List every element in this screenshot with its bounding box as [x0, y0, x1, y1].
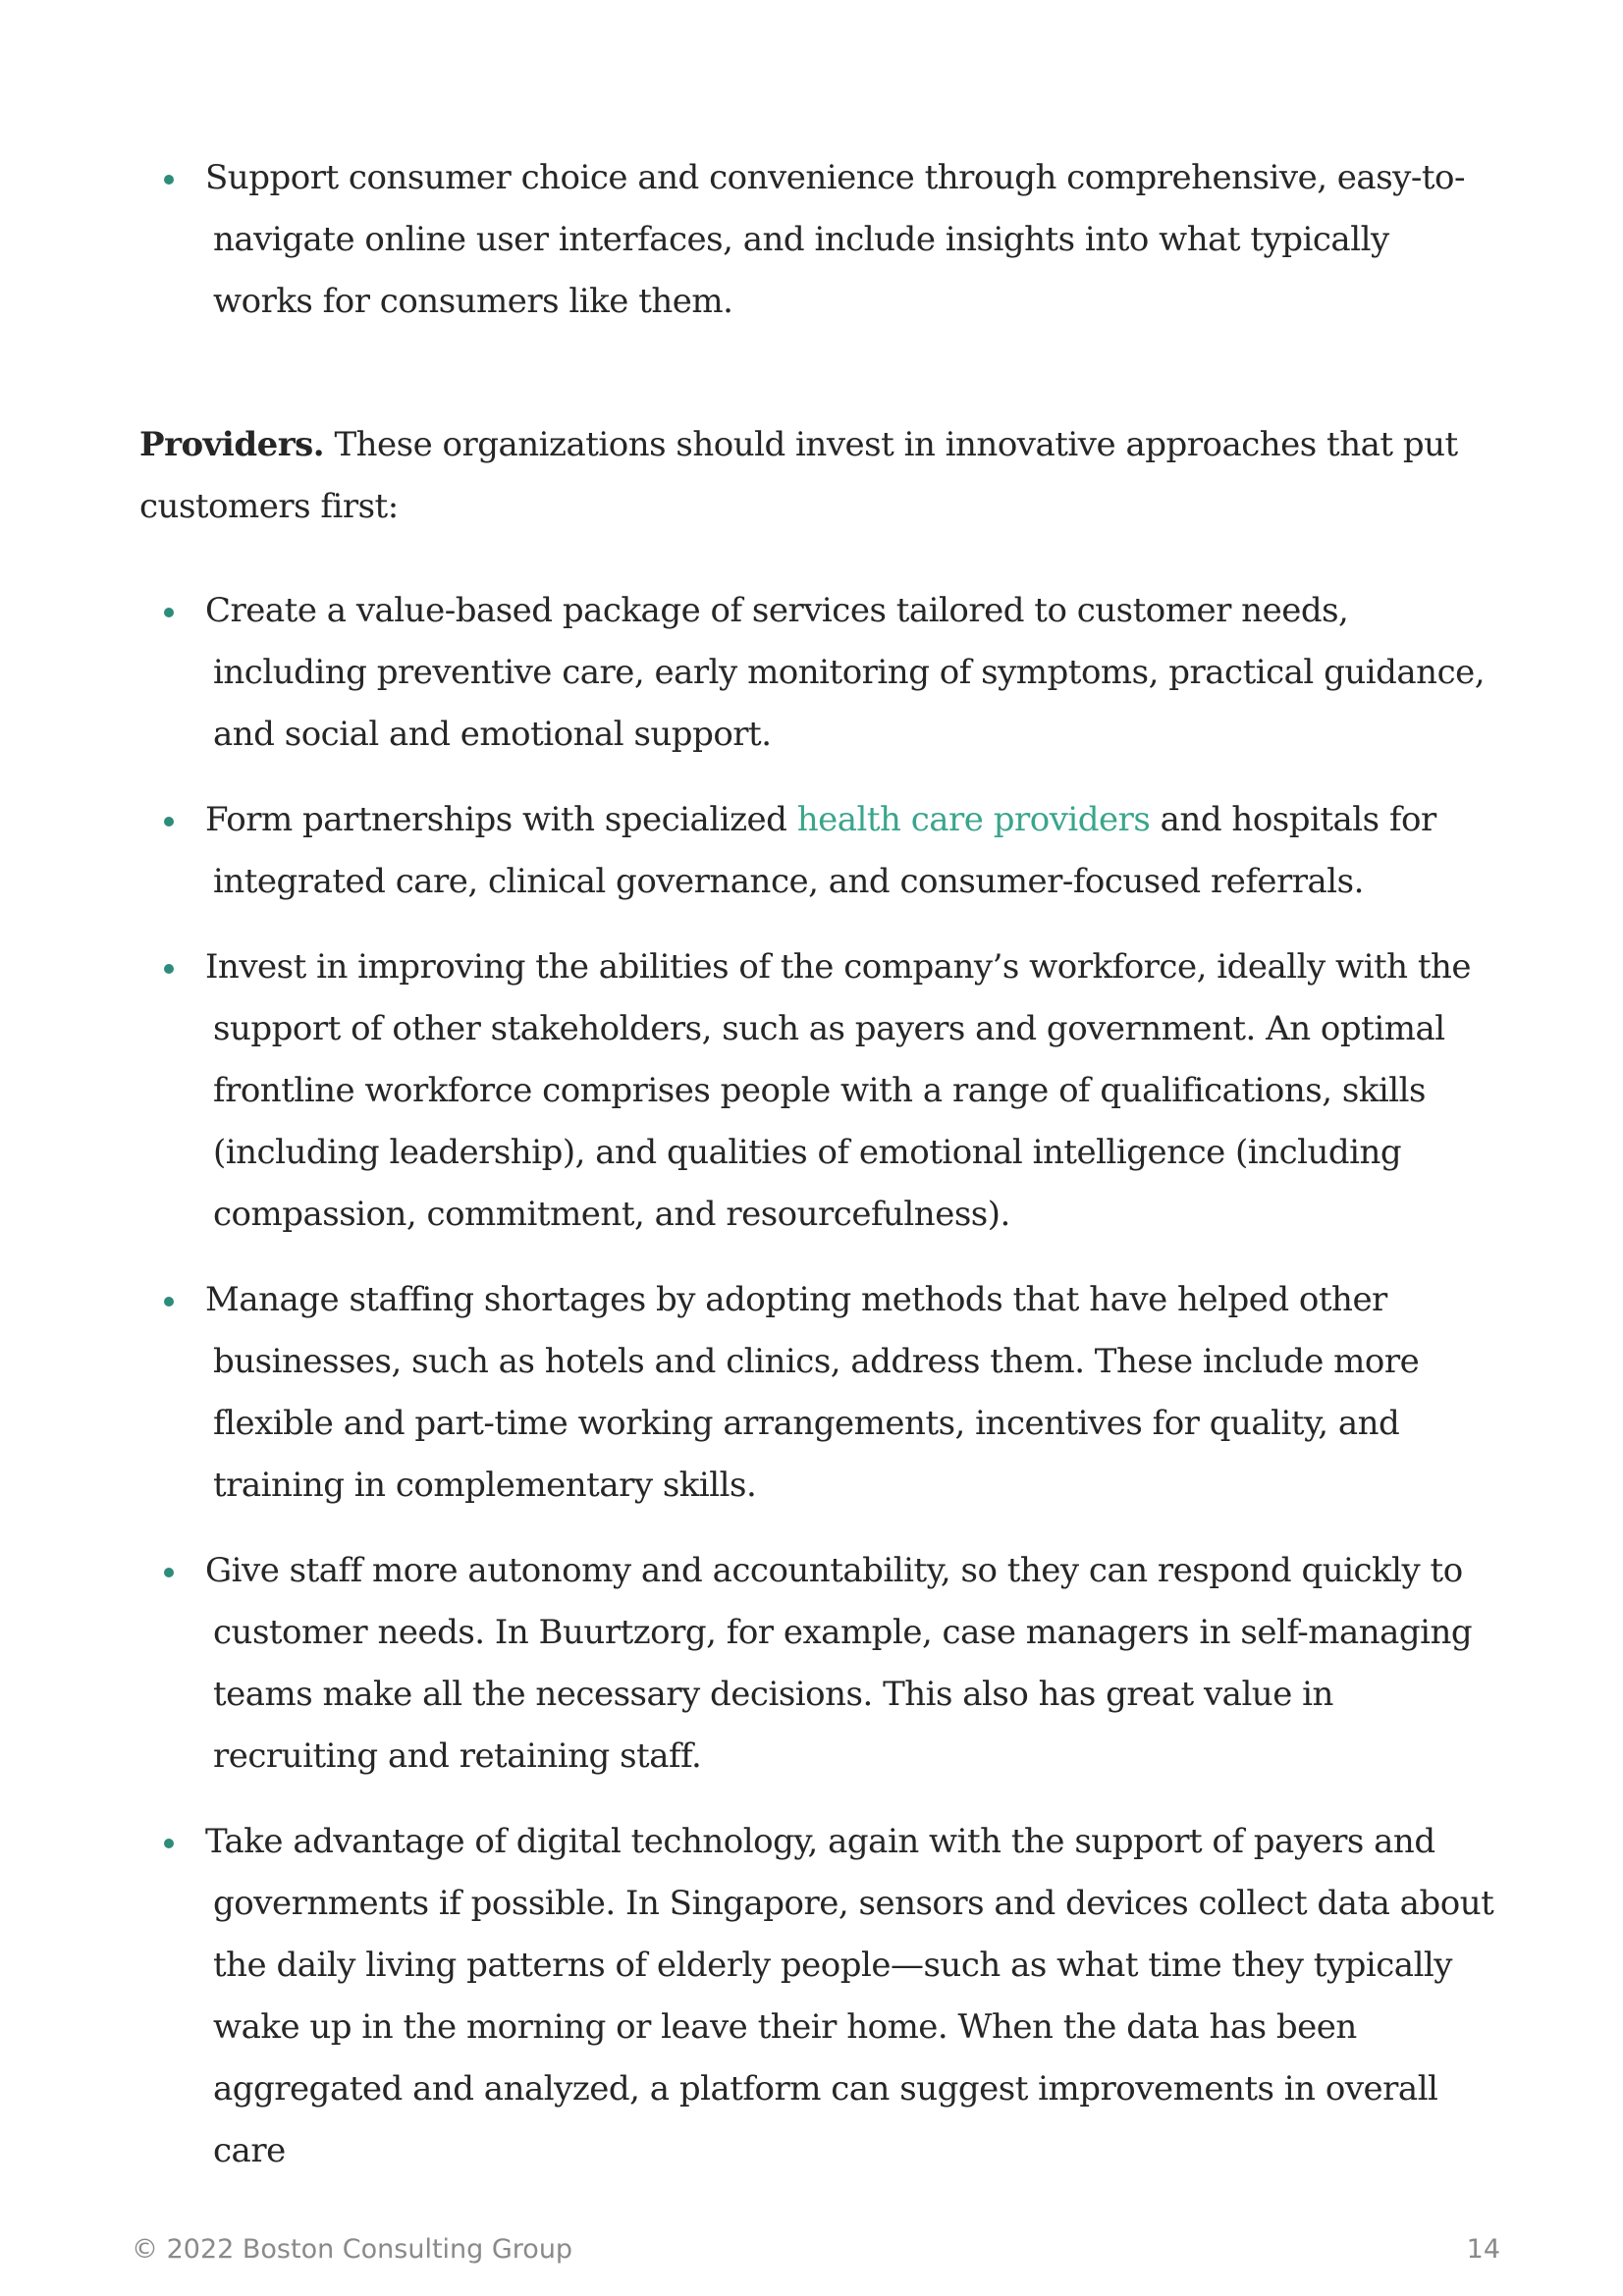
bullet-text: Create a value-based package of services tailored to customer needs, including preventive care, early monitoring of symptoms, practical guidance, and social and emotional support. — [205, 591, 1486, 754]
list-item — [0, 580, 1623, 766]
bullet-text: Manage staffing shortages by adopting methods that have helped other businesses, such as hotels and clinics, address them. These include more flexible and part-time working arrangements, incentives for quality, and training in complementary skills. — [205, 1280, 1420, 1505]
providers-intro-text: These organizations should invest in innovative approaches that put customers first: — [139, 425, 1458, 526]
providers-heading: Providers. — [139, 425, 325, 464]
bullet-icon — [164, 817, 174, 827]
bullet-text-before-link: Form partnerships with specialized — [205, 800, 797, 839]
provider-bullet-list — [0, 580, 1623, 2206]
bullet-icon — [164, 964, 174, 974]
page-number: 14 — [1466, 2234, 1500, 2265]
list-item — [0, 936, 1623, 1246]
health-care-providers-link[interactable]: health care providers — [796, 800, 1151, 839]
bullet-icon — [164, 1839, 174, 1848]
bullet-icon — [164, 175, 174, 185]
list-item — [0, 1540, 1623, 1788]
bullet-text: Invest in improving the abilities of the company’s workforce, ideally with the support of other stakeholders, such as payers and government. An optimal frontline workforce comprises people with a range of qualifications, skills (including leadership), and qualities of emotional intelligence (including compassion, commitment, and resourcefulness). — [205, 947, 1472, 1234]
bullet-icon — [164, 608, 174, 617]
top-bullet-list — [0, 147, 1623, 356]
list-item — [0, 789, 1623, 913]
bullet-icon — [164, 1568, 174, 1577]
providers-paragraph — [139, 414, 1504, 538]
bullet-icon — [164, 1297, 174, 1307]
bullet-text-after-link: and hospitals for integrated care, clinical governance, and consumer-focused referrals. — [213, 800, 1436, 901]
bullet-text — [205, 789, 1495, 913]
bullet-text: Take advantage of digital technology, again with the support of payers and governments if possible. In Singapore, sensors and devices collect data about the daily living patterns of elderly people—such as what time they typically wake up in the morning or leave their home. When the data has been aggregated and analyzed, a platform can suggest improvements in overall care — [205, 1822, 1494, 2170]
list-item — [0, 1269, 1623, 1517]
bullet-text: Give staff more autonomy and accountability, so they can respond quickly to customer needs. In Buurtzorg, for example, case managers in self-managing teams make all the necessary decisions. This also has great value in recruiting and retaining staff. — [205, 1551, 1473, 1776]
bullet-text: Support consumer choice and convenience through comprehensive, easy-to-navigate online user interfaces, and include insights into what typically works for consumers like them. — [205, 158, 1465, 321]
list-item — [0, 1811, 1623, 2182]
copyright-footer: © 2022 Boston Consulting Group — [132, 2234, 573, 2265]
list-item — [0, 147, 1623, 333]
